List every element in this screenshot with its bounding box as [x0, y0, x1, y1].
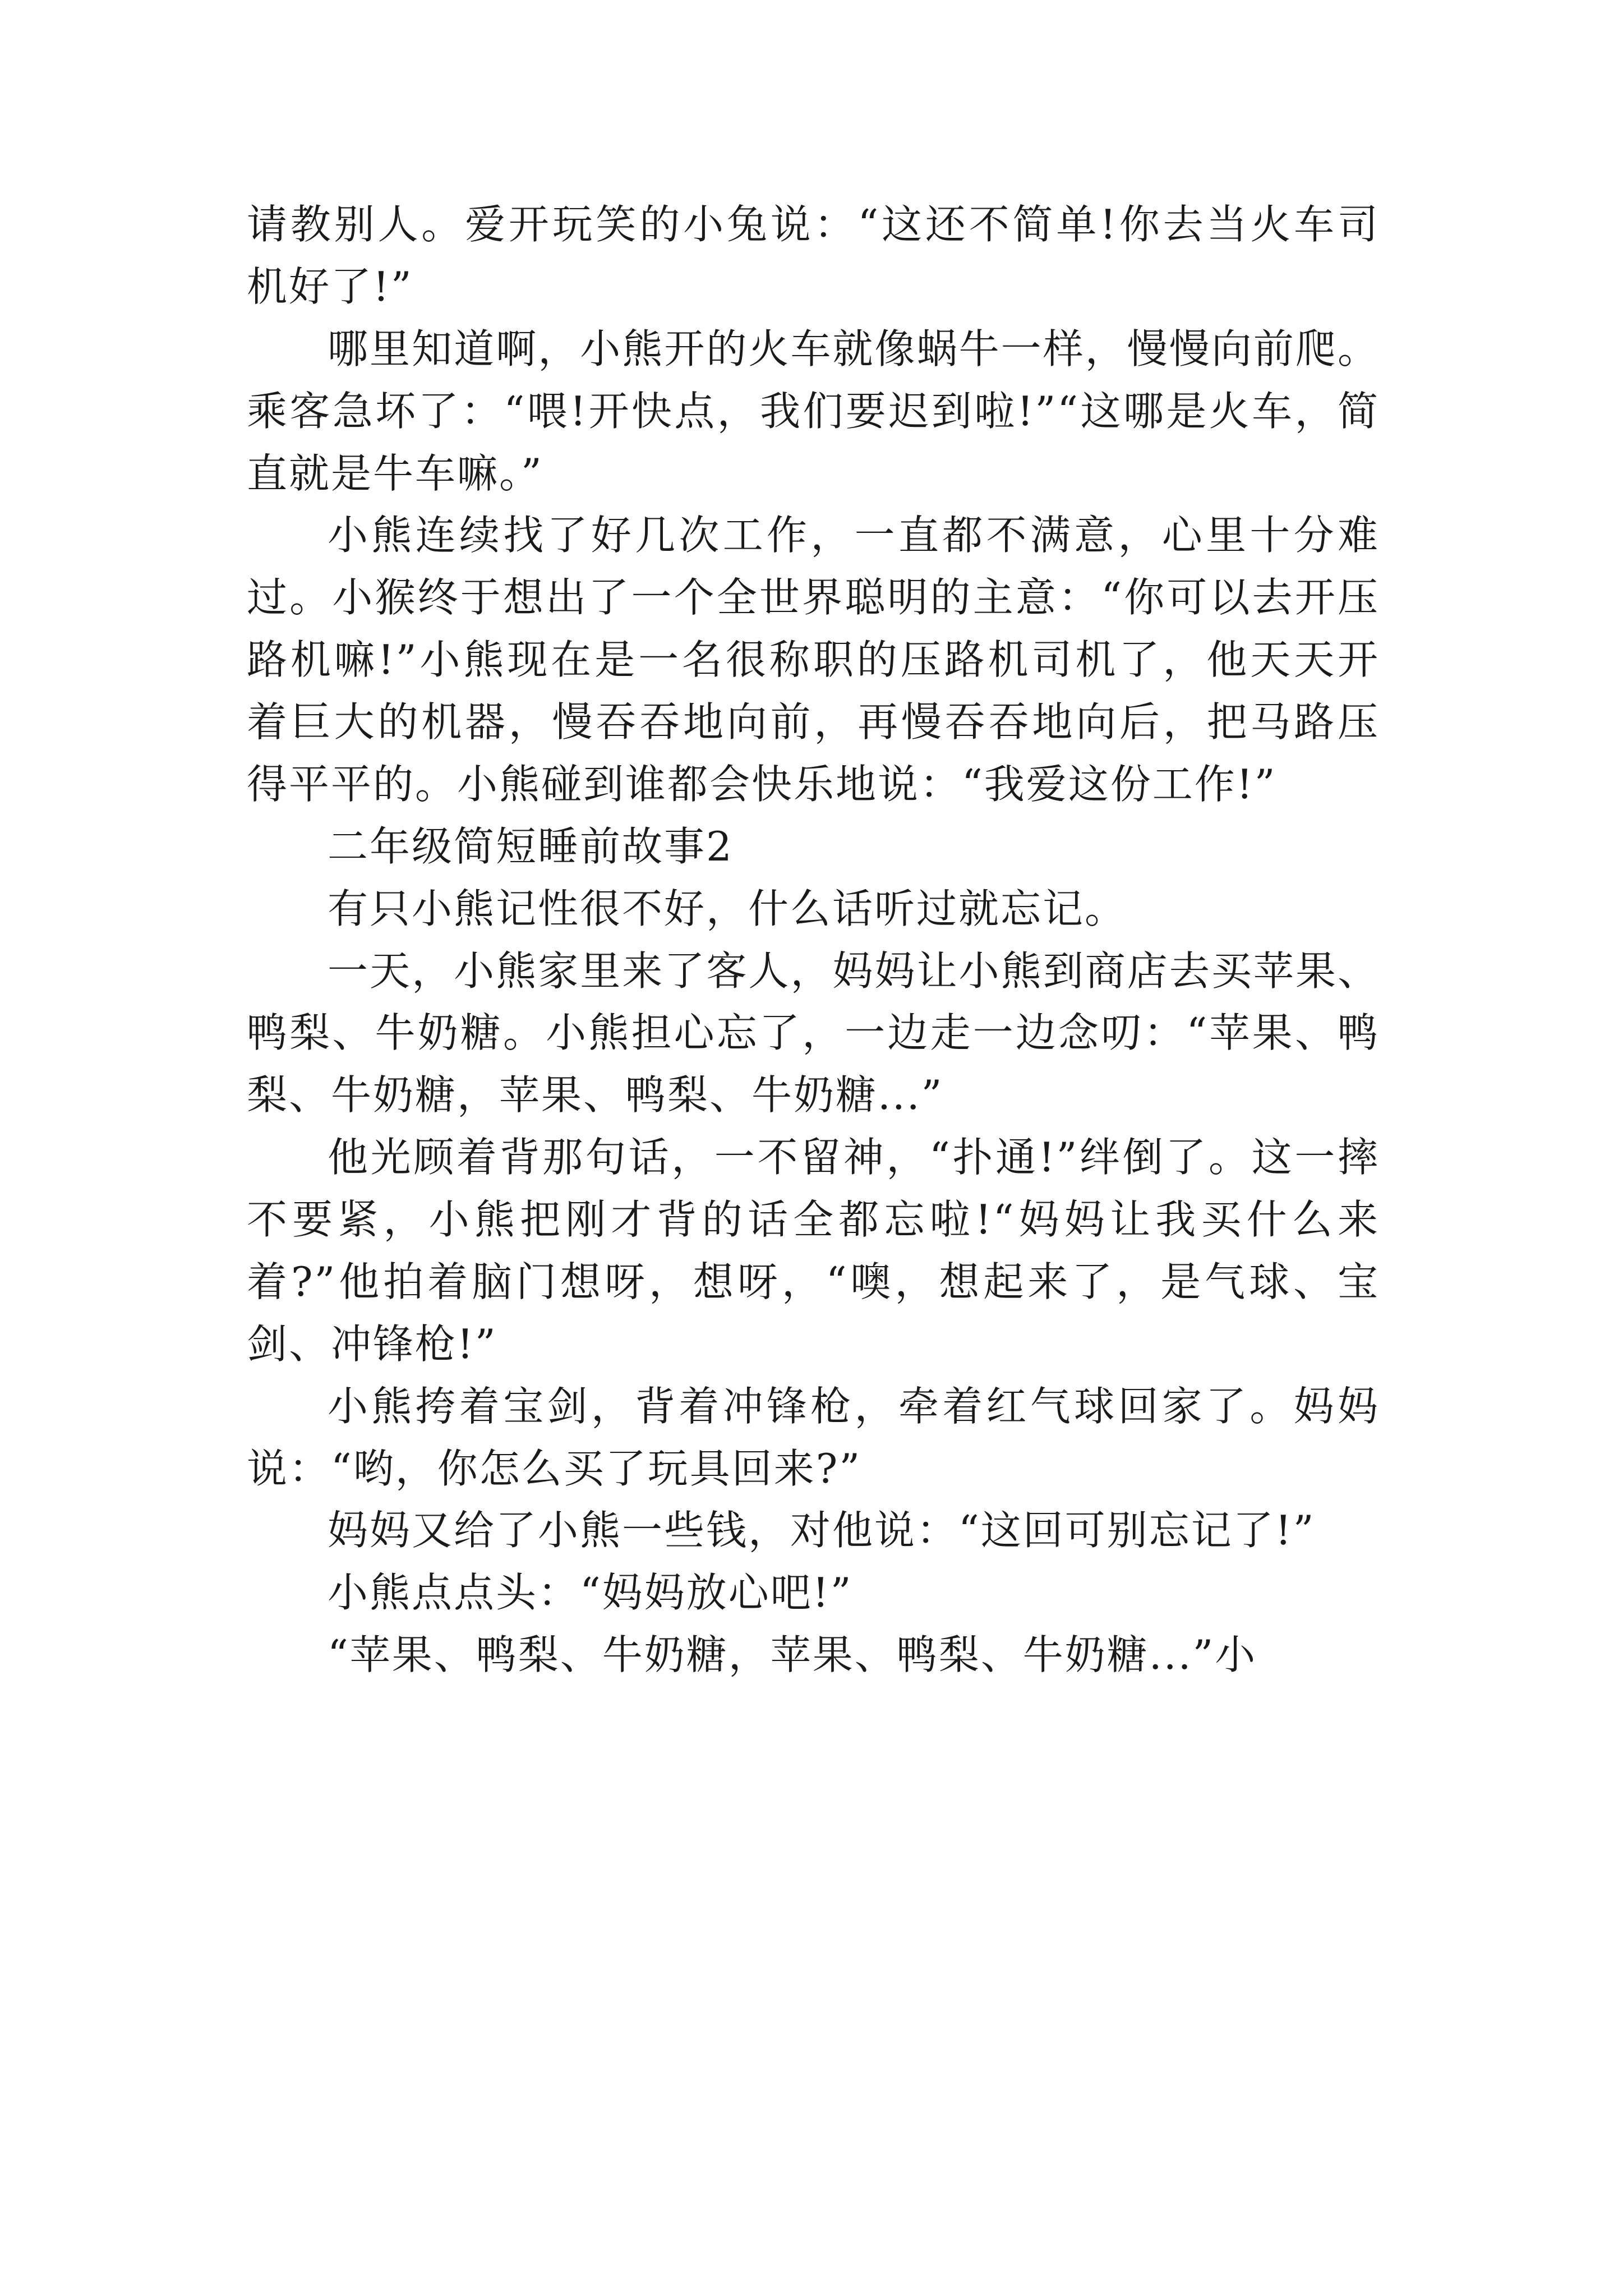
paragraph-3: 小熊连续找了好几次工作，一直都不满意，心里十分难过。小猴终于想出了一个全世界聪明的主意：“你可以去开压路机嘛!”小熊现在是一名很称职的压路机司机了，他天天开着巨大的机器，慢吞吞地向前，再慢吞吞地向后，把马路压得平平的。小熊碰到谁都会快乐地说：“我爱这份工作!” [247, 512, 1380, 808]
paragraph-9: 妈妈又给了小熊一些钱，对他说：“这回可别忘记了!” [328, 1507, 1316, 1554]
paragraph-8: 小熊挎着宝剑，背着冲锋枪，牵着红气球回家了。妈妈说：“哟，你怎么买了玩具回来?” [247, 1382, 1380, 1492]
section-heading: 二年级简短睡前故事2 [328, 822, 734, 870]
paragraph-7: 他光顾着背那句话，一不留神，“扑通!”绊倒了。这一摔不要紧，小熊把刚才背的话全都忘啦!“妈妈让我买什么来着?”他拍着脑门想呀，想呀，“噢，想起来了，是气球、宝剑、冲锋枪!” [247, 1134, 1380, 1368]
paragraph-5: 有只小熊记性很不好，什么话听过就忘记。 [328, 885, 1127, 932]
paragraph-6: 一天，小熊家里来了客人，妈妈让小熊到商店去买苹果、鸭梨、牛奶糖。小熊担心忘了，一边走一边念叨：“苹果、鸭梨、牛奶糖，苹果、鸭梨、牛奶糖...” [247, 947, 1380, 1119]
paragraph-1: 请教别人。爱开玩笑的小兔说：“这还不简单!你去当火车司机好了!” [247, 201, 1380, 310]
paragraph-11: “苹果、鸭梨、牛奶糖，苹果、鸭梨、牛奶糖...”小 [328, 1631, 1257, 1679]
paragraph-10: 小熊点点头：“妈妈放心吧!” [328, 1569, 853, 1617]
paragraph-2: 哪里知道啊，小熊开的火车就像蜗牛一样，慢慢向前爬。乘客急坏了：“喂!开快点，我们要迟到啦!”“这哪是火车，简直就是牛车嘛。” [247, 325, 1380, 497]
document-body [247, 194, 1380, 1686]
